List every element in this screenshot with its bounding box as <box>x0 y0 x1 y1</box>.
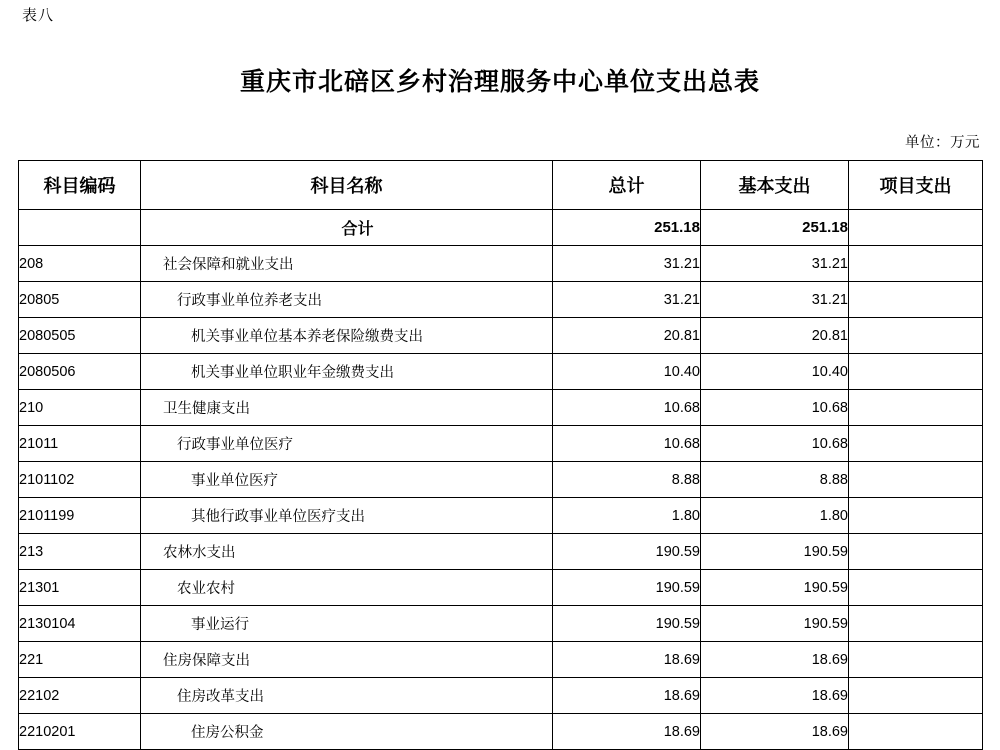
cell-basic-expenditure: 251.18 <box>701 210 849 246</box>
table-row <box>19 642 983 678</box>
cell-subject-name: 住房保障支出 <box>141 642 553 678</box>
sheet-label: 表八 <box>22 8 55 24</box>
cell-subject-name: 住房公积金 <box>141 714 553 750</box>
table-header-row <box>19 161 983 210</box>
table-row <box>19 354 983 390</box>
cell-subject-code: 213 <box>19 534 141 570</box>
cell-total: 8.88 <box>553 462 701 498</box>
cell-total: 190.59 <box>553 534 701 570</box>
page-title: 重庆市北碚区乡村治理服务中心单位支出总表 <box>239 68 760 96</box>
cell-project-expenditure <box>849 462 983 498</box>
table-body <box>19 210 983 750</box>
cell-subject-code: 22102 <box>19 678 141 714</box>
cell-subject-name: 机关事业单位基本养老保险缴费支出 <box>141 318 553 354</box>
cell-subject-code: 21011 <box>19 426 141 462</box>
cell-basic-expenditure: 190.59 <box>701 606 849 642</box>
cell-basic-expenditure: 10.68 <box>701 426 849 462</box>
table-row <box>19 714 983 750</box>
cell-subject-code <box>19 210 141 246</box>
cell-subject-code: 2210201 <box>19 714 141 750</box>
cell-basic-expenditure: 1.80 <box>701 498 849 534</box>
cell-subject-name: 行政事业单位医疗 <box>141 426 553 462</box>
cell-subject-name: 合计 <box>141 210 553 246</box>
cell-subject-code: 2101102 <box>19 462 141 498</box>
cell-subject-name: 事业运行 <box>141 606 553 642</box>
table-row <box>19 390 983 426</box>
column-header-basic: 基本支出 <box>701 161 849 210</box>
cell-project-expenditure <box>849 714 983 750</box>
column-header-code: 科目编码 <box>19 161 141 210</box>
cell-basic-expenditure: 18.69 <box>701 642 849 678</box>
cell-basic-expenditure: 18.69 <box>701 714 849 750</box>
cell-subject-name: 行政事业单位养老支出 <box>141 282 553 318</box>
cell-total: 18.69 <box>553 714 701 750</box>
cell-basic-expenditure: 10.40 <box>701 354 849 390</box>
cell-total: 190.59 <box>553 606 701 642</box>
cell-subject-name: 机关事业单位职业年金缴费支出 <box>141 354 553 390</box>
table-row <box>19 462 983 498</box>
cell-basic-expenditure: 20.81 <box>701 318 849 354</box>
table-row <box>19 606 983 642</box>
cell-project-expenditure <box>849 570 983 606</box>
unit-note: 单位：万元 <box>905 135 980 151</box>
table-row <box>19 282 983 318</box>
table-row <box>19 678 983 714</box>
cell-basic-expenditure: 190.59 <box>701 570 849 606</box>
table-row <box>19 210 983 246</box>
cell-total: 190.59 <box>553 570 701 606</box>
column-header-project: 项目支出 <box>849 161 983 210</box>
table-row <box>19 318 983 354</box>
cell-project-expenditure <box>849 210 983 246</box>
table-row <box>19 570 983 606</box>
column-header-name: 科目名称 <box>141 161 553 210</box>
cell-project-expenditure <box>849 534 983 570</box>
cell-total: 20.81 <box>553 318 701 354</box>
cell-subject-code: 20805 <box>19 282 141 318</box>
cell-basic-expenditure: 18.69 <box>701 678 849 714</box>
cell-total: 31.21 <box>553 246 701 282</box>
table-container <box>0 152 1000 750</box>
cell-subject-code: 208 <box>19 246 141 282</box>
cell-total: 18.69 <box>553 678 701 714</box>
cell-total: 10.40 <box>553 354 701 390</box>
cell-basic-expenditure: 31.21 <box>701 282 849 318</box>
table-row <box>19 426 983 462</box>
cell-subject-name: 事业单位医疗 <box>141 462 553 498</box>
cell-total: 18.69 <box>553 642 701 678</box>
cell-project-expenditure <box>849 246 983 282</box>
cell-total: 251.18 <box>553 210 701 246</box>
cell-basic-expenditure: 190.59 <box>701 534 849 570</box>
table-row <box>19 534 983 570</box>
cell-subject-name: 社会保障和就业支出 <box>141 246 553 282</box>
cell-subject-code: 2130104 <box>19 606 141 642</box>
cell-project-expenditure <box>849 678 983 714</box>
expenditure-table <box>18 160 983 750</box>
cell-subject-code: 21301 <box>19 570 141 606</box>
cell-subject-code: 210 <box>19 390 141 426</box>
cell-total: 31.21 <box>553 282 701 318</box>
cell-subject-name: 农业农村 <box>141 570 553 606</box>
cell-subject-name: 其他行政事业单位医疗支出 <box>141 498 553 534</box>
cell-subject-name: 农林水支出 <box>141 534 553 570</box>
table-row <box>19 246 983 282</box>
cell-subject-code: 2080506 <box>19 354 141 390</box>
cell-project-expenditure <box>849 390 983 426</box>
cell-total: 10.68 <box>553 390 701 426</box>
cell-subject-code: 2080505 <box>19 318 141 354</box>
table-header <box>19 161 983 210</box>
cell-project-expenditure <box>849 606 983 642</box>
cell-project-expenditure <box>849 498 983 534</box>
cell-basic-expenditure: 8.88 <box>701 462 849 498</box>
cell-basic-expenditure: 31.21 <box>701 246 849 282</box>
table-row <box>19 498 983 534</box>
cell-subject-code: 2101199 <box>19 498 141 534</box>
cell-project-expenditure <box>849 642 983 678</box>
cell-project-expenditure <box>849 318 983 354</box>
column-header-total: 总计 <box>553 161 701 210</box>
cell-project-expenditure <box>849 354 983 390</box>
cell-subject-code: 221 <box>19 642 141 678</box>
cell-basic-expenditure: 10.68 <box>701 390 849 426</box>
cell-project-expenditure <box>849 426 983 462</box>
cell-subject-name: 卫生健康支出 <box>141 390 553 426</box>
cell-subject-name: 住房改革支出 <box>141 678 553 714</box>
cell-total: 1.80 <box>553 498 701 534</box>
cell-total: 10.68 <box>553 426 701 462</box>
cell-project-expenditure <box>849 282 983 318</box>
